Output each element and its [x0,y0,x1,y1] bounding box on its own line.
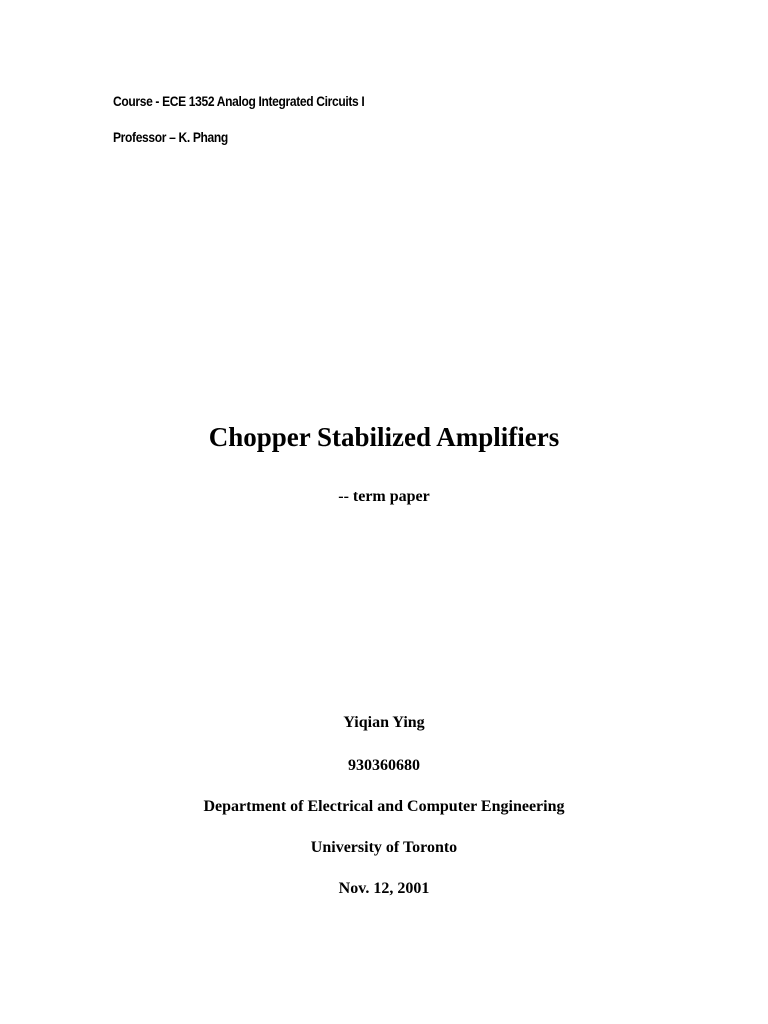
paper-subtitle: -- term paper [338,488,430,505]
submission-date: Nov. 12, 2001 [338,880,430,897]
student-number: 930360680 [348,757,420,774]
university: University of Toronto [310,839,458,856]
paper-title: Chopper Stabilized Amplifiers [208,422,560,452]
author-name: Yiqian Ying [343,714,425,731]
professor-line: Professor – K. Phang [113,129,228,145]
course-line: Course - ECE 1352 Analog Integrated Circuits I [113,93,365,109]
department: Department of Electrical and Computer Engineering [203,798,565,815]
